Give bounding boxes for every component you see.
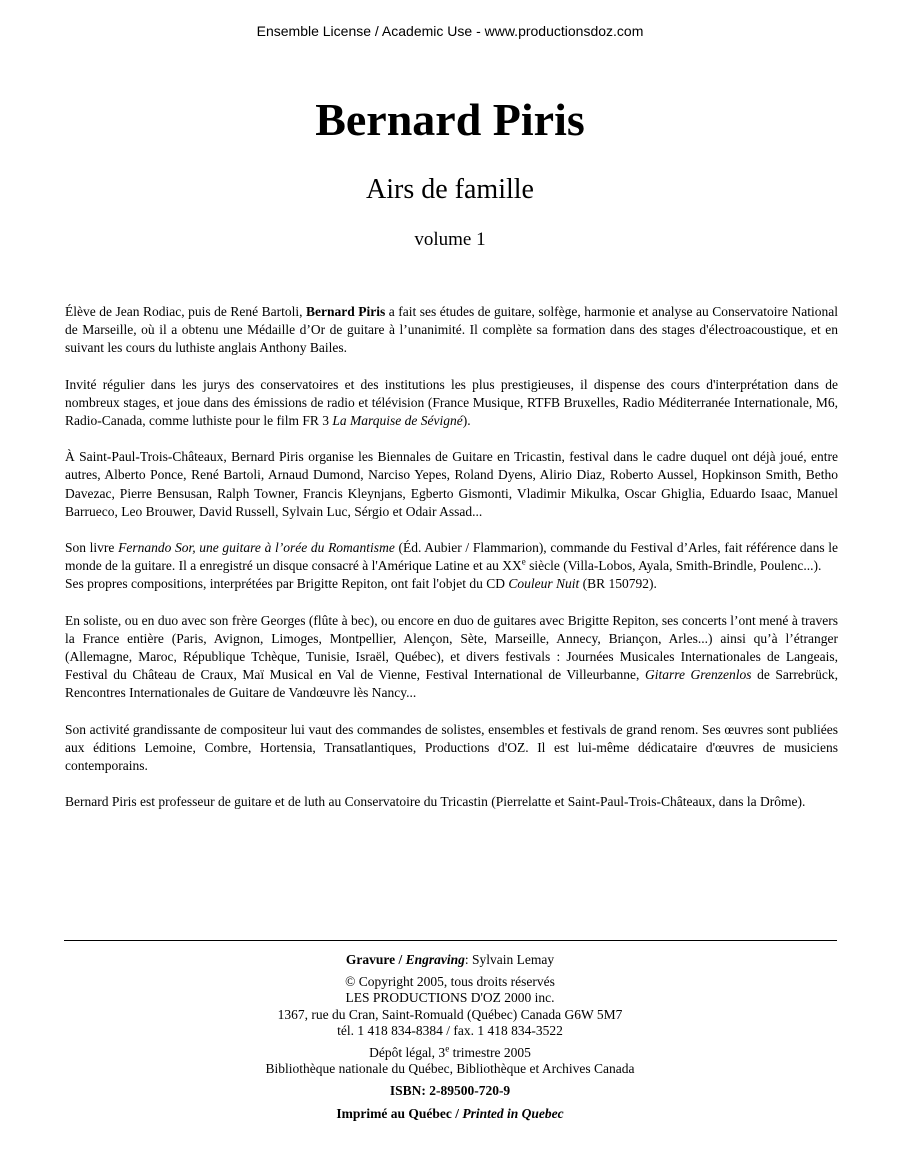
composer-name: Bernard Piris — [315, 94, 585, 145]
film-title: La Marquise de Sévigné — [332, 413, 463, 429]
license-header: Ensemble License / Academic Use - www.productionsdoz.com — [256, 23, 644, 39]
publisher-phone: tél. 1 418 834-8384 / fax. 1 418 834-3522 — [337, 1022, 563, 1038]
bio-paragraph-4: Son livre Fernando Sor, une guitare à l’orée du Romantisme (Éd. Aubier / Flammarion), commande du Festival d’Arles, fait référence dans le monde de la guitare. Il a enregistré un disque consacré à l'Amérique Latine et au XXe siècle (Villa-Lobos, Ayala, Smith-Brindle, Poulenc...). Ses propres compositions, interprétées par Brigitte Repiton, ont fait l'objet du CD Couleur Nuit (BR 150792). — [65, 540, 839, 592]
festival-title: Gitarre Grenzenlos — [644, 667, 752, 683]
bio-paragraph-3: À Saint-Paul-Trois-Châteaux, Bernard Piris organise les Biennales de Guitare en Tricastin, festival dans le cadre duquel ont déjà joué, entre autres, Alberto Ponce, René Bartoli, Arnaud Dumond, Narciso Yepes, Roland Dyens, Alirio Diaz, Roberto Aussel, Hopkinson Smith, Betho Davezac, Pierre Bensusan, Ralph Towner, Francis Kleynjans, Egberto Gismonti, Vladimir Mikulka, Oscar Ghiglia, Eduardo Isaac, Manuel Barrueco, Leo Brouwer, David Russell, Sylvain Luc, Sérgio et Odair Assad... — [65, 449, 838, 519]
divider — [64, 940, 837, 941]
engraving-credit: Gravure / Engraving: Sylvain Lemay — [345, 952, 555, 967]
publisher-address: 1367, rue du Cran, Saint-Romuald (Québec) Canada G6W 5M7 — [277, 1006, 623, 1022]
isbn: ISBN: 2-89500-720-9 — [389, 1083, 511, 1099]
copyright-line: © Copyright 2005, tous droits réservés — [345, 974, 555, 990]
printed-in: Imprimé au Québec / Printed in Quebec — [336, 1105, 564, 1121]
bio-paragraph-6: Son activité grandissante de compositeur lui vaut des commandes de solistes, ensembles et festivals de grand renom. Ses œuvres sont publiées aux éditions Lemoine, Combre, Hortensia, Transatlantiques, Productions d'OZ. Il est lui-même dédicataire d'œuvres de musiciens contemporains. — [65, 721, 838, 774]
bio-paragraph-7: Bernard Piris est professeur de guitare et de luth au Conservatoire du Tricastin (Pierrelatte et Saint-Paul-Trois-Châteaux, dans la Drôme). — [65, 794, 806, 810]
cd-title: Couleur Nuit — [508, 576, 580, 592]
legal-deposit: Dépôt légal, 3e trimestre 2005 — [369, 1043, 531, 1061]
bio-paragraph-1: Élève de Jean Rodiac, puis de René Bartoli, Bernard Piris a fait ses études de guitare, solfège, harmonie et analyse au Conservatoire National de Marseille, où il a obtenu une Médaille d’Or de guitare à l’unanimité. Il complète sa formation dans des stages d'électroacoustique, et en suivant les cours du luthiste anglais Anthony Bailes. — [65, 304, 838, 356]
book-title: Fernando Sor, une guitare à l’orée du Romantisme — [118, 540, 395, 556]
bio-paragraph-2: Invité régulier dans les jurys des conservatoires et des institutions les plus prestigieuses, il dispense des cours d'interprétation dans de nombreux stages, et joue dans des émissions de radio et télévision (France Musique, RTFB Bruxelles, Radio Méditerranée Internationale, M6, Radio-Canada, comme luthiste pour le film FR 3 La Marquise de Sévigné). — [65, 376, 838, 429]
volume-label: volume 1 — [414, 229, 486, 250]
work-title: Airs de famille — [366, 174, 534, 205]
credits-block — [0, 952, 900, 1122]
biography — [65, 303, 838, 829]
bio-paragraph-5: En soliste, ou en duo avec son frère Georges (flûte à bec), ou encore en duo de guitares avec Brigitte Repiton, ses concerts l’ont mené à travers la France entière (Paris, Avignon, Limoges, Montpellier, Alençon, Sète, Marseille, Annecy, Briançon, Arles...) ainsi qu’à l’étranger (Allemagne, Maroc, République Tchèque, Tunisie, Israël, Québec), et divers festivals : Journées Musicales Internationales de Langeais, Festival du Château de Craux, Maï Musical en Val de Vienne, Festival International de Villeurbanne, Gitarre Grenzenlos de Sarrebrück, Rencontres Internationales de Guitare de Vandœuvre lès Nancy... — [65, 612, 838, 701]
publisher-name: LES PRODUCTIONS D'OZ 2000 inc. — [345, 990, 555, 1006]
composer-name-inline: Bernard Piris — [306, 304, 386, 319]
library-line: Bibliothèque nationale du Québec, Bibliothèque et Archives Canada — [265, 1061, 635, 1077]
